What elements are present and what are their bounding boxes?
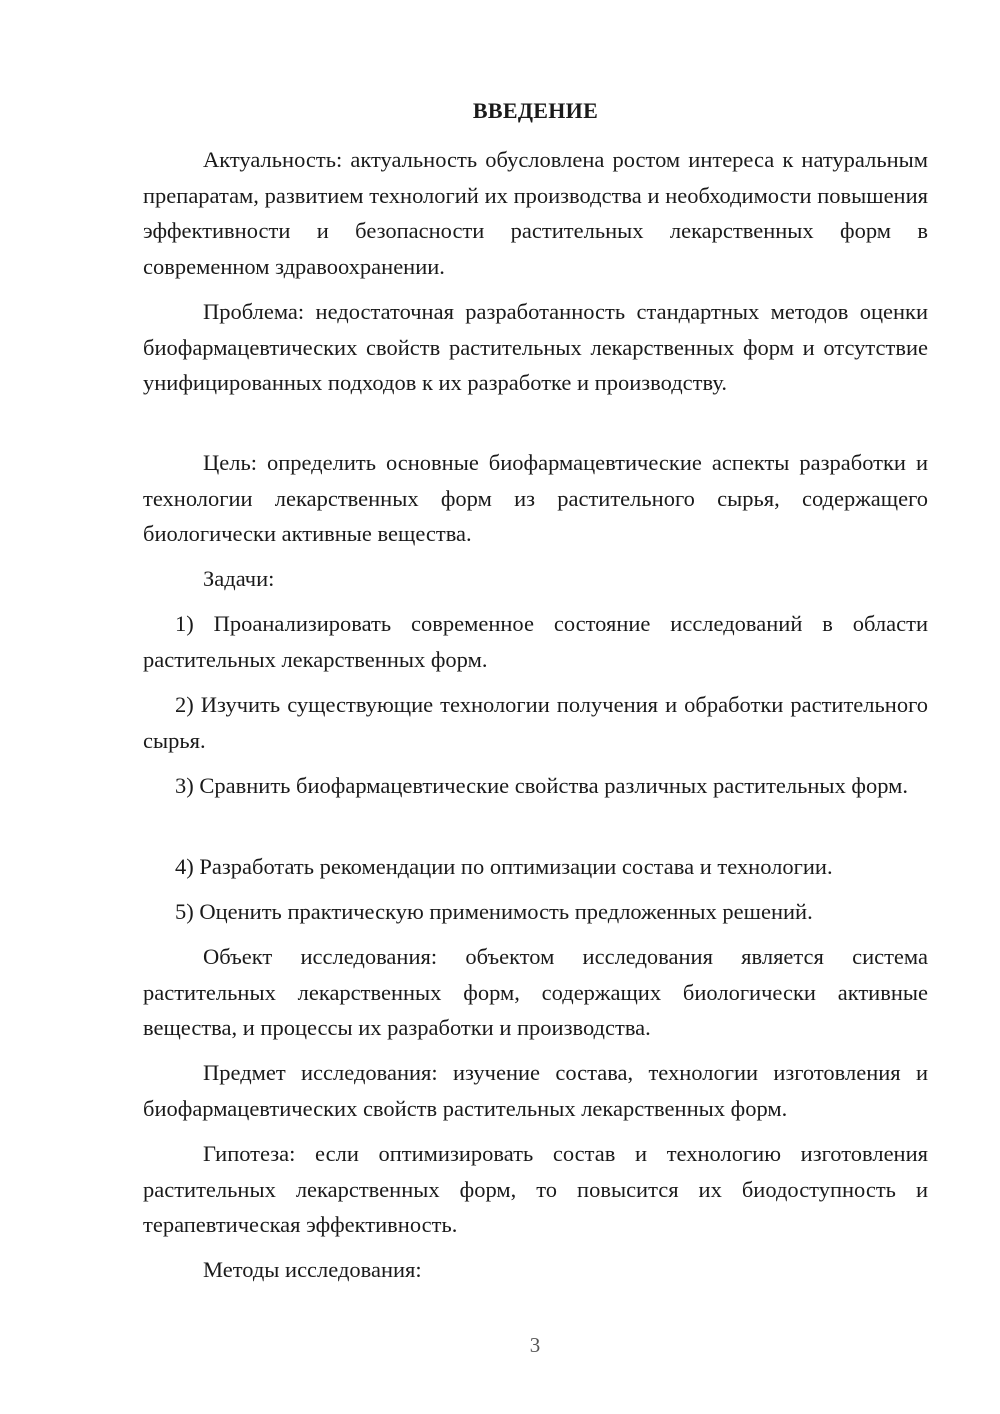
task-item-3: 3) Сравнить биофармацевтические свойства различных растительных форм. <box>175 773 909 798</box>
paragraph-problem: Проблема: недостаточная разработанность стандартных методов оценки биофармацевтических свойств растительных лекарственных форм и отсутствие унифицированных подходов к их разработке и производству. <box>143 299 928 395</box>
task-item-5: 5) Оценить практическую применимость предложенных решений. <box>175 899 813 924</box>
paragraph-object: Объект исследования: объектом исследования является система растительных лекарственных форм, содержащих биологически активные вещества, и процессы их разработки и производства. <box>143 944 928 1040</box>
paragraph-hypothesis: Гипотеза: если оптимизировать состав и технологию изготовления растительных лекарственных форм, то повысится их биодоступность и терапевтическая эффективность. <box>143 1141 928 1237</box>
paragraph-methods: Методы исследования: <box>203 1257 422 1282</box>
paragraph-goal: Цель: определить основные биофармацевтические аспекты разработки и технологии лекарственных форм из растительного сырья, содержащего биологически активные вещества. <box>143 450 928 546</box>
page-number: 3 <box>529 1333 541 1357</box>
paragraph-relevance: Актуальность: актуальность обусловлена ростом интереса к натуральным препаратам, развитием технологий их производства и необходимости повышения эффективности и безопасности растительных лекарственных форм в современном здравоохранении. <box>143 147 928 279</box>
paragraph-tasks-heading: Задачи: <box>203 566 275 591</box>
task-item-2: 2) Изучить существующие технологии получения и обработки растительного сырья. <box>143 692 928 753</box>
task-item-1: 1) Проанализировать современное состояние исследований в области растительных лекарственных форм. <box>143 611 928 672</box>
paragraph-subject: Предмет исследования: изучение состава, технологии изготовления и биофармацевтических свойств растительных лекарственных форм. <box>143 1060 928 1121</box>
task-item-4: 4) Разработать рекомендации по оптимизации состава и технологии. <box>175 854 833 879</box>
section-title: ВВЕДЕНИЕ <box>472 98 599 123</box>
